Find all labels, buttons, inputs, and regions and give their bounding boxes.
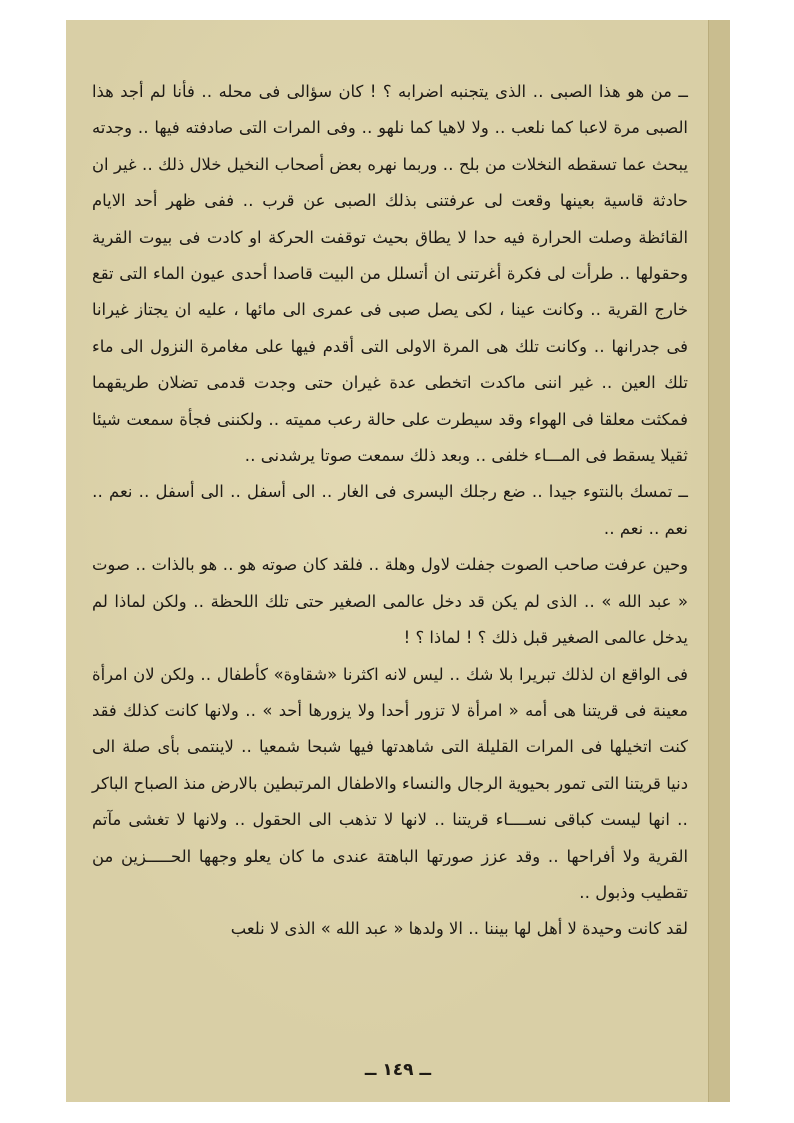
scanned-page xyxy=(66,20,730,1102)
body-text xyxy=(92,74,710,948)
page-number: ــ ١٤٩ ــ xyxy=(364,1060,432,1080)
paragraph-3: وحين عرفت صاحب الصوت جفلت لاول وهلة ‥ فلقد كان صوته هو ‥ هو بالذات ‥ صوت « عبد الله » ‥ الذى لم يكن قد دخل عالمى الصغير حتى تلك اللحظة ‥ ولكن لماذا لم يدخل عالمى الصغير قبل ذلك ؟ ! لماذا ؟ ! xyxy=(92,555,688,648)
paragraph-5: لقد كانت وحيدة لا أهل لها بيننا ‥ الا ولدها « عبد الله » الذى لا نلعب xyxy=(230,919,688,939)
paragraph-1: ــ من هو هذا الصبى ‥ الذى يتجنبه اضرابه ؟ ! كان سؤالى فى محله ‥ فأنا لم أجد هذا الصبى مرة لاعبا كما نلعب ‥ ولا لاهيا كما نلهو ‥ وفى المرات التى صادفته فيها ‥ وجدته يبحث عما تسقطه النخلات من بلح ‥ وربما نهره بعض أصحاب النخيل خلال ذلك ‥ غير ان حادثة قاسية بعينها وقعت لى عرفتنى بذلك الصبى عن قرب ‥ ففى ظهر أحد الايام القائظة وصلت الحرارة فيه حدا لا يطاق بحيث توقفت الحركة او كادت فى بيوت القرية وحقولها ‥ طرأت لى فكرة أغرتنى ان أتسلل من البيت قاصدا أحدى عيون الماء التى تقع خارج القرية ‥ وكانت عينا ، لكى يصل صبى فى عمرى الى مائها ، عليه ان يجتاز غيرانا فى جدرانها ‥ وكانت تلك هى المرة الاولى التى أقدم فيها على مغامرة النزول الى ماء تلك العين ‥ غير اننى ماكدت اتخطى عدة غيران حتى وجدت قدمى تضلان طريقهما فمكثت معلقا فى الهواء وقد سيطرت على حالة رعب مميته ‥ ولكننى فجأة سمعت شيئا ثقيلا يسقط فى المـــاء خلفى ‥ وبعد ذلك سمعت صوتا يرشدنى ‥ xyxy=(92,82,688,466)
paragraph-4: فى الواقع ان لذلك تبريرا بلا شك ‥ ليس لانه اكثرنا «شقاوة» كأطفال ‥ ولكن لان امرأة معينة فى قريتنا هى أمه « امرأة لا تزور أحدا ولا يزورها أحد » ‥ ولانها كانت كذلك فقد كنت اتخيلها فى المرات القليلة التى شاهدتها فيها شبحا شمعيا ‥ لاينتمى بأى صلة الى دنيا قريتنا التى تمور بحيوية الرجال والنساء والاطفال المرتبطين بالارض منذ الصباح الباكر ‥ انها ليست كباقى نســــاء قريتنا ‥ لانها لا تذهب الى الحقول ‥ ولانها لا تغشى مآتم القرية ولا أفراحها ‥ وقد عزز صورتها الباهتة عندى ما كان يعلو وجهها الحـــــزين من تقطيب وذبول ‥ xyxy=(92,664,688,902)
paragraph-2: ــ تمسك بالنتوء جيدا ‥ ضع رجلك اليسرى فى الغار ‥ الى أسفل ‥ الى أسفل ‥ نعم ‥ نعم ‥ نعم ‥ xyxy=(92,482,688,538)
page-edge xyxy=(708,20,730,1102)
